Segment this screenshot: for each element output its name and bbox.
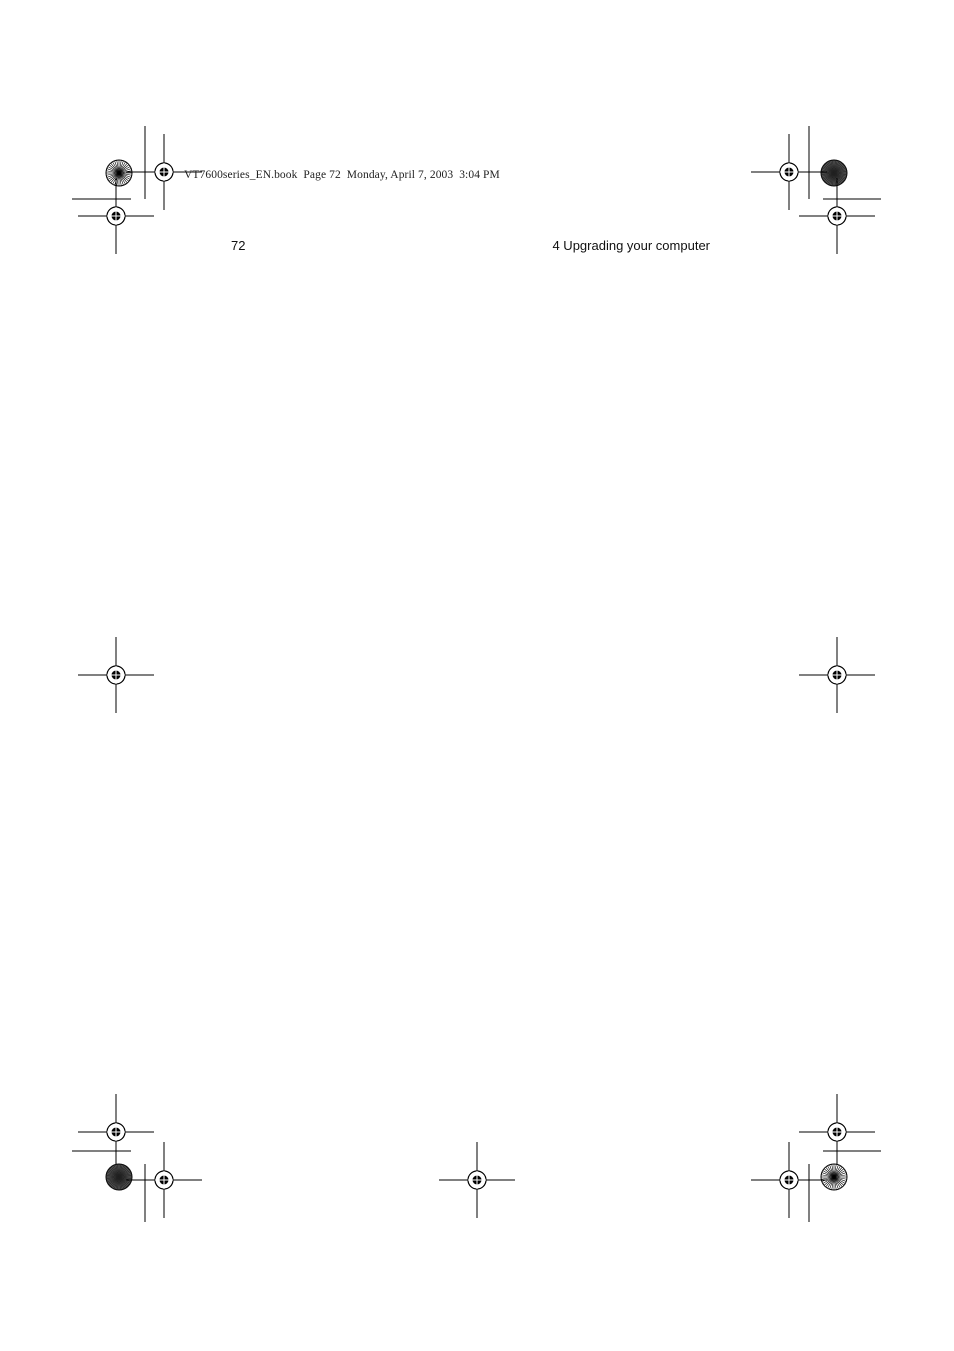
starburst-target-icon: [821, 1164, 847, 1190]
registration-target-icon: [799, 1094, 875, 1170]
starburst-target-icon: [106, 160, 132, 186]
running-header: 4 Upgrading your computer: [552, 238, 710, 253]
print-slug-line: VT7600series_EN.book Page 72 Monday, April 7, 2003 3:04 PM: [184, 169, 500, 181]
starburst-target-icon: [821, 160, 847, 186]
registration-target-icon: [751, 1142, 827, 1218]
registration-target-icon: [78, 1094, 154, 1170]
registration-target-icon: [78, 178, 154, 254]
registration-target-icon: [126, 1142, 202, 1218]
registration-target-icon: [439, 1142, 515, 1218]
starburst-target-icon: [106, 1164, 132, 1190]
registration-target-icon: [799, 637, 875, 713]
registration-target-icon: [78, 637, 154, 713]
page-number: 72: [231, 238, 246, 253]
registration-target-icon: [751, 134, 827, 210]
registration-target-icon: [799, 178, 875, 254]
